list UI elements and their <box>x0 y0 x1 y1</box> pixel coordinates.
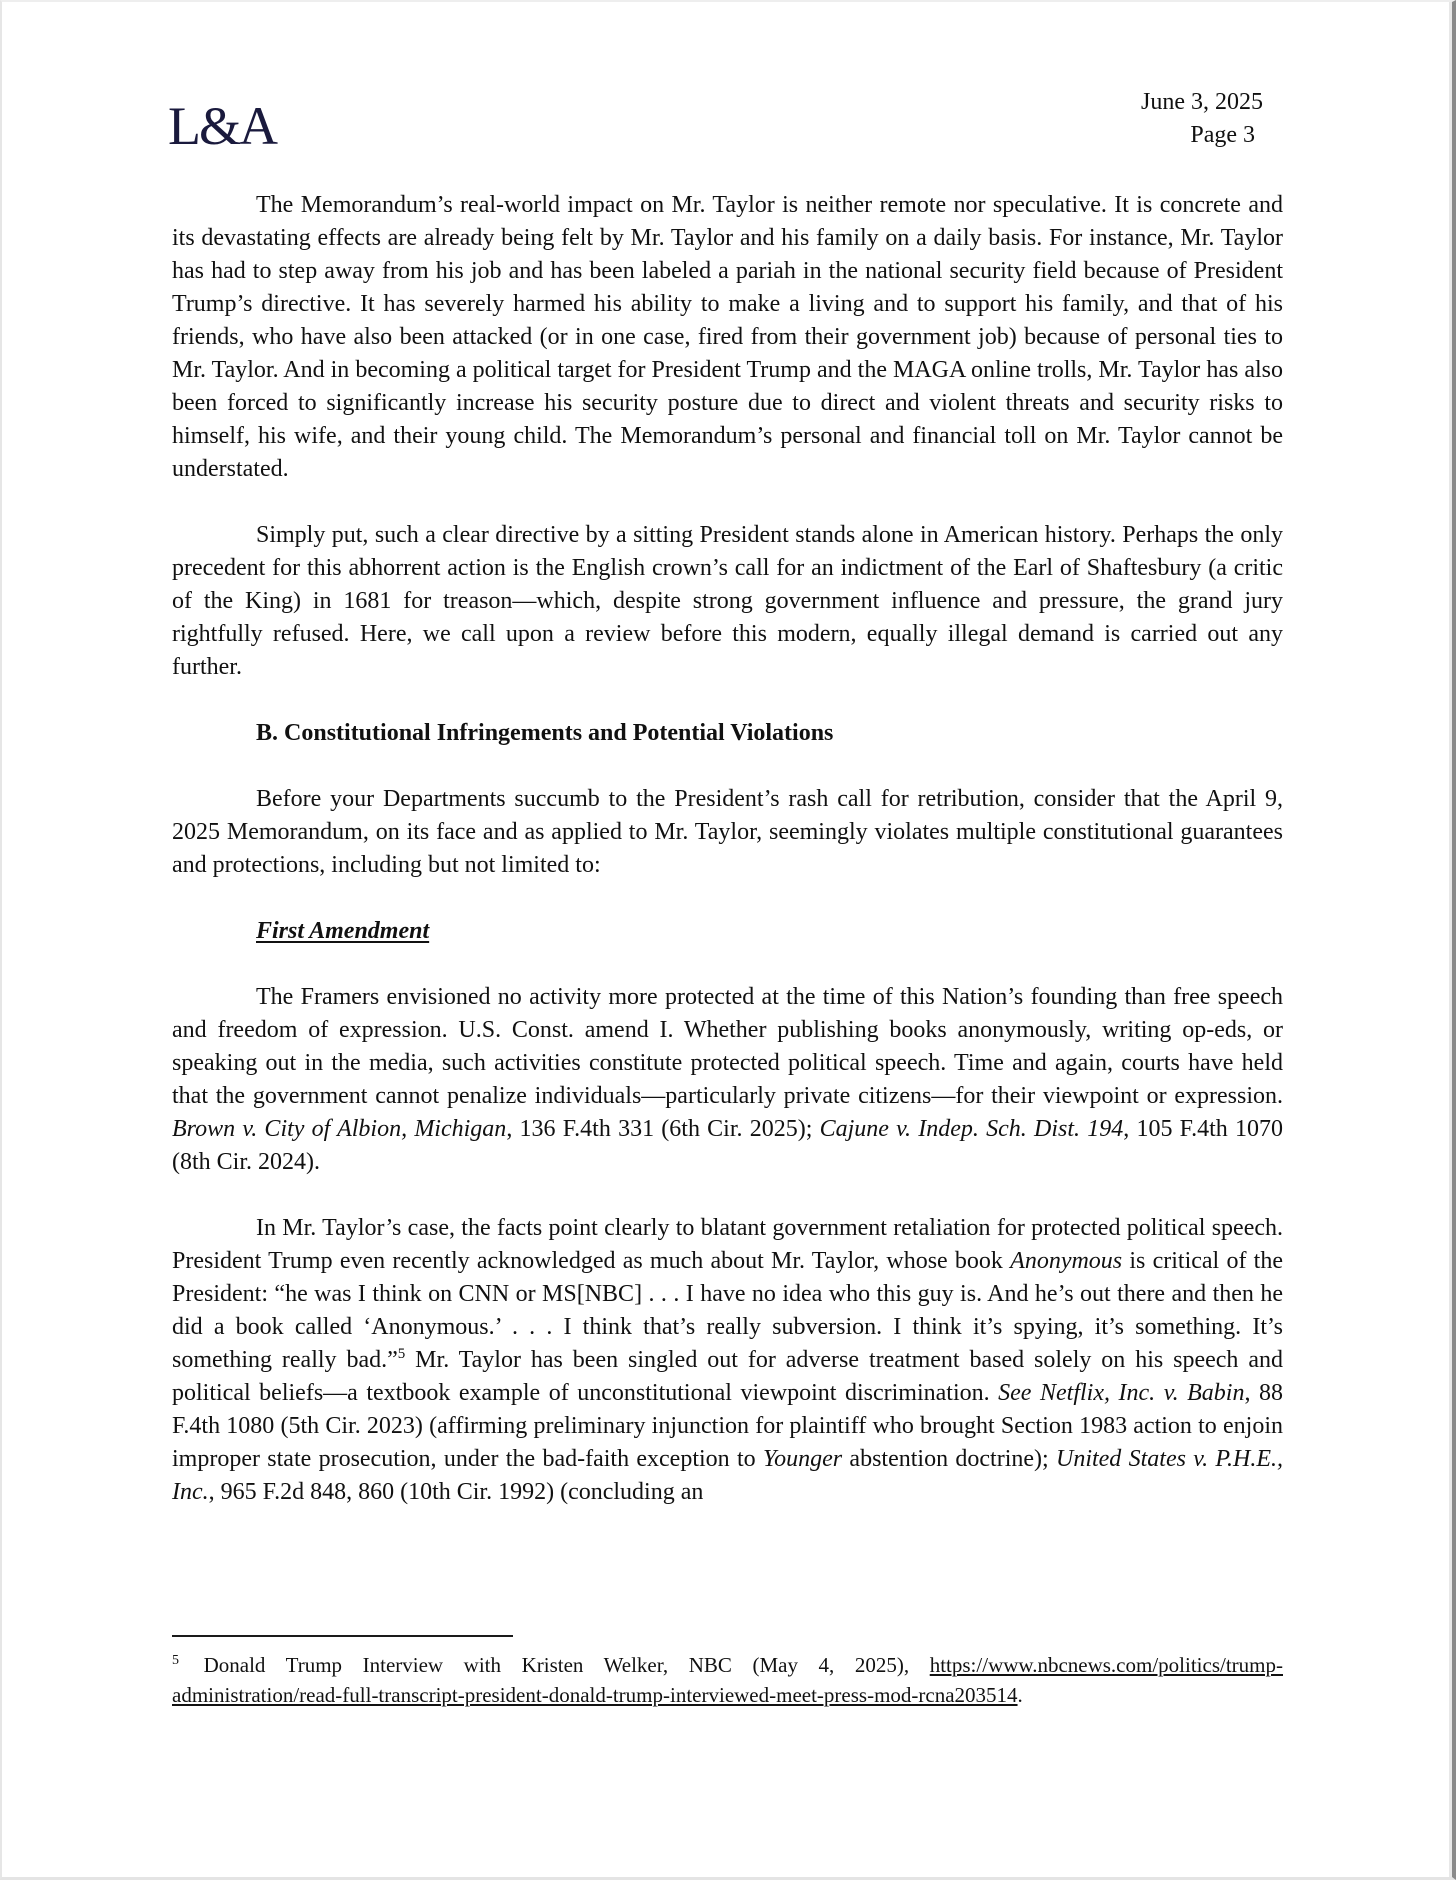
paragraph-framers <box>172 981 1283 1179</box>
page-number: Page 3 <box>1190 122 1255 148</box>
letter-date: June 3, 2025 <box>1141 89 1263 115</box>
case-citation: Cajune v. Indep. Sch. Dist. 194 <box>819 1116 1124 1142</box>
firm-logo: L&A <box>168 96 276 156</box>
footnote-5 <box>172 1650 1283 1710</box>
paragraph-precedent: Simply put, such a clear directive by a sitting President stands alone in American history. Perhaps the only precedent for this abhorrent action is the English crown’s call for an indictment of the Earl of Shaftesbury (a critic of the King) in 1681 for treason—which, despite strong government influence and pressure, the grand jury rightfully refused. Here, we call upon a review before this modern, equally illegal demand is carried out any further. <box>172 522 1283 680</box>
footnote-separator <box>172 1635 513 1637</box>
paragraph-constitutional-intro: Before your Departments succumb to the President’s rash call for retribution, consider that the April 9, 2025 Memorandum, on its face and as applied to Mr. Taylor, seemingly violates multiple constitutional guarantees and protections, including but not limited to: <box>172 786 1283 878</box>
text-run: The Framers envisioned no activity more protected at the time of this Nation’s founding than free speech and freedom of expression. U.S. Const. amend I. Whether publishing books anonymously, writing op-eds, or speaking out in the media, such activities constitute protected political speech. Time and again, courts have held that the government cannot penalize individuals—particularly private citizens—for their viewpoint or expression. <box>172 984 1283 1109</box>
footnote-number: 5 <box>172 1653 179 1668</box>
section-heading-b: B. Constitutional Infringements and Potential Violations <box>256 720 834 746</box>
text-run: Mr. Taylor has been singled out for adverse treatment based solely on his speech and political beliefs—a textbook example of unconstitutional viewpoint discrimination. <box>172 1347 1283 1406</box>
page-header-meta <box>1141 86 1263 152</box>
footnote-text: Donald Trump Interview with Kristen Welker, NBC (May 4, 2025), <box>183 1653 930 1677</box>
text-run: , 965 F.2d 848, 860 (10th Cir. 1992) (concluding an <box>208 1479 704 1505</box>
case-name-younger: Younger <box>762 1446 843 1472</box>
case-citation: See Netflix, Inc. v. Babin <box>998 1380 1245 1406</box>
subheading-first-amendment: First Amendment <box>256 918 430 944</box>
footnote-trailing: . <box>1017 1683 1023 1707</box>
text-run: , 136 F.4th 331 (6th Cir. 2025); <box>506 1116 820 1142</box>
text-run: , 105 F.4th 1070 (8th Cir. 2024). <box>172 1116 1283 1175</box>
letter-body <box>172 189 1283 1542</box>
text-run: In Mr. Taylor’s case, the facts point clearly to blatant government retaliation for protected political speech. President Trump even recently acknowledged as much about Mr. Taylor, whose book <box>172 1215 1283 1274</box>
case-citation: United States v. P.H.E., Inc. <box>172 1446 1283 1505</box>
text-run: is critical of the President: “he was I think on CNN or MS[NBC] . . . I have no idea who this guy is. And he’s out there and then he did a book called ‘Anonymous.’ . . . I think that’s really subversion. I think it’s spying, it’s something. It’s something really bad.” <box>172 1248 1283 1373</box>
footnote-link[interactable]: https://www.nbcnews.com/politics/trump-administration/read-full-transcript-president-donald-trump-interviewed-meet-press-mod-rcna203514 <box>172 1653 1283 1707</box>
book-title: Anonymous <box>1010 1248 1123 1274</box>
case-citation: Brown v. City of Albion, Michigan <box>172 1116 507 1142</box>
paragraph-retaliation <box>172 1212 1283 1509</box>
text-run: abstention doctrine); <box>842 1446 1056 1472</box>
footnote-reference[interactable]: 5 <box>397 1346 406 1362</box>
paragraph-impact: The Memorandum’s real-world impact on Mr. Taylor is neither remote nor speculative. It is concrete and its devastating effects are already being felt by Mr. Taylor and his family on a daily basis. For instance, Mr. Taylor has had to step away from his job and has been labeled a pariah in the national security field because of President Trump’s directive. It has severely harmed his ability to make a living and to support his family, and that of his friends, who have also been attacked (or in one case, fired from their government job) because of personal ties to Mr. Taylor. And in becoming a political target for President Trump and the MAGA online trolls, Mr. Taylor has also been forced to significantly increase his security posture due to direct and violent threats and security risks to himself, his wife, and their young child. The Memorandum’s personal and financial toll on Mr. Taylor cannot be understated. <box>172 192 1283 482</box>
text-run: , 88 F.4th 1080 (5th Cir. 2023) (affirming preliminary injunction for plaintiff who brought Section 1983 action to enjoin improper state prosecution, under the bad-faith exception to <box>172 1380 1283 1472</box>
